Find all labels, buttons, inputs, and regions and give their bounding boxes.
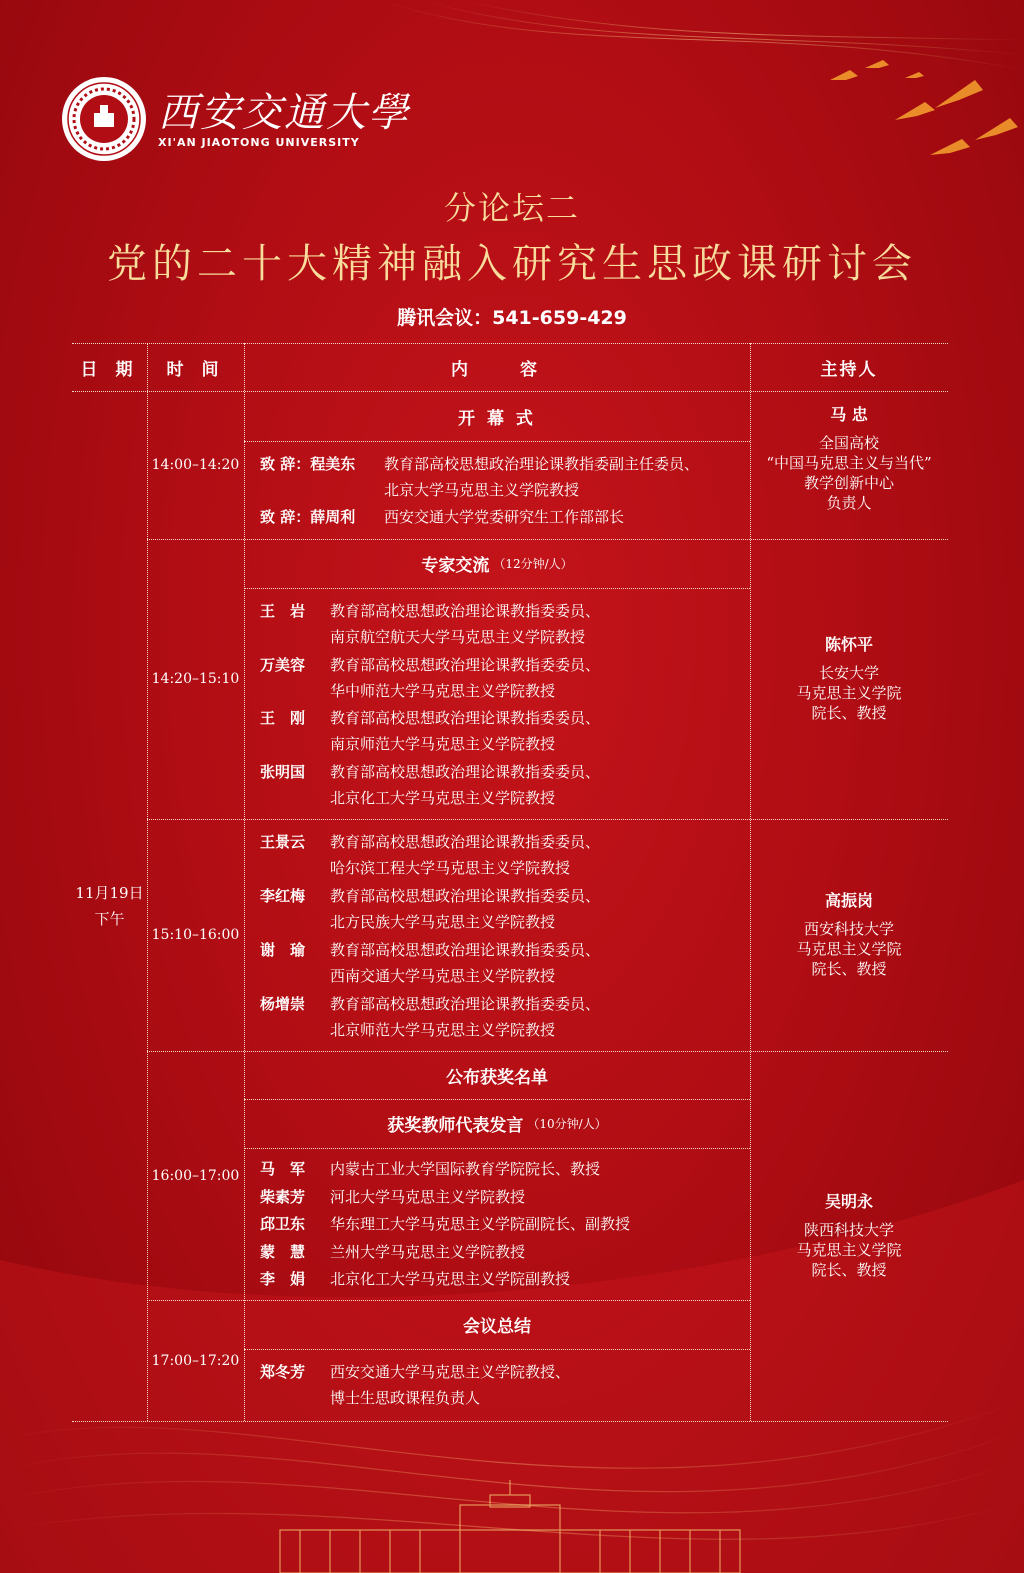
speaker-name: 柴素芳: [260, 1188, 306, 1206]
logo-cn: 西安交通大學: [158, 89, 410, 136]
host-name: 吴明永: [824, 1192, 873, 1211]
speaker-line: 南京航空航天大学马克思主义学院教授: [330, 628, 586, 646]
host-line: 马克思主义学院: [796, 1241, 902, 1259]
speech-line: 教育部高校思想政治理论课教指委副主任委员、: [384, 455, 700, 473]
bird-icon: [830, 60, 1018, 155]
list-item: [260, 937, 600, 989]
section-awards: 公布获奖名单: [446, 1067, 548, 1088]
speech-line: 西安交通大学党委研究生工作部部长: [384, 508, 625, 526]
speaker-name: 李红梅: [260, 887, 306, 905]
date-period: 下午: [94, 910, 125, 928]
divider: [244, 1148, 750, 1149]
list-item: [260, 1211, 630, 1237]
university-logo: [60, 75, 410, 163]
list-item: [260, 1184, 525, 1210]
host-line: 陕西科技大学: [803, 1221, 894, 1239]
list-item: [260, 1359, 570, 1411]
host-cell: [750, 819, 948, 1051]
speaker-line: 教育部高校思想政治理论课教指委委员、: [330, 995, 601, 1013]
speaker-name: 王 岩: [260, 602, 306, 620]
speaker-line: 教育部高校思想政治理论课教指委委员、: [330, 941, 601, 959]
host-line: 负责人: [826, 494, 872, 512]
list-item: [260, 652, 600, 704]
section-opening: 开 幕 式: [458, 408, 536, 429]
header-date: 日 期: [80, 359, 139, 380]
speaker-line: 教育部高校思想政治理论课教指委委员、: [330, 887, 601, 905]
speech-line: 北京大学马克思主义学院教授: [384, 481, 580, 499]
speaker-line: 哈尔滨工程大学马克思主义学院教授: [330, 859, 571, 877]
time-slot-1: 14:00–14:20: [151, 457, 240, 473]
list-item: [260, 991, 600, 1043]
list-item: [260, 829, 600, 881]
divider: [244, 588, 750, 589]
page-title: 党的二十大精神融入研究生思政课研讨会: [107, 241, 917, 287]
university-seal-icon: [60, 75, 148, 163]
host-name: 高振岗: [824, 891, 873, 910]
host-line: “中国马克思主义与当代”: [766, 454, 932, 472]
speech-label: 致 辞：程美东: [260, 455, 356, 473]
logo-en: XI'AN JIAOTONG UNIVERSITY: [158, 135, 360, 149]
forum-subtitle: 分论坛二: [443, 189, 580, 227]
host-line: 长安大学: [818, 664, 879, 682]
host-line: 马克思主义学院: [796, 940, 902, 958]
speaker-line: 华东理工大学马克思主义学院副院长、副教授: [330, 1215, 631, 1233]
divider: [244, 441, 750, 442]
speaker-line: 教育部高校思想政治理论课教指委委员、: [330, 833, 601, 851]
list-item: [260, 883, 600, 935]
time-slot-4: 16:00–17:00: [151, 1167, 240, 1184]
award-reps-title: 获奖教师代表发言: [387, 1116, 524, 1136]
speaker-line: 南京师范大学马克思主义学院教授: [330, 735, 556, 753]
meeting-id: 腾讯会议：541-659-429: [397, 307, 627, 329]
building-icon: [280, 1480, 740, 1573]
section-expert-note: （12分钟/人）: [493, 557, 573, 571]
list-item: [260, 1156, 600, 1182]
speaker-name: 蒙 慧: [260, 1243, 306, 1261]
section-expert-title: 专家交流: [421, 556, 490, 576]
logo-text: [158, 90, 410, 149]
speaker-line: 教育部高校思想政治理论课教指委委员、: [330, 763, 601, 781]
speaker-line: 华中师范大学马克思主义学院教授: [330, 682, 556, 700]
speaker-name: 郑冬芳: [260, 1363, 306, 1381]
host-line: 院长、教授: [811, 704, 887, 722]
speaker-name: 万美容: [260, 656, 306, 674]
section-expert: [244, 539, 750, 588]
list-item: [260, 759, 600, 811]
host-line: 全国高校: [818, 434, 879, 452]
speaker-line: 兰州大学马克思主义学院教授: [330, 1243, 526, 1261]
speaker-line: 教育部高校思想政治理论课教指委委员、: [330, 656, 601, 674]
speaker-name: 张明国: [260, 763, 306, 781]
host-cell: [750, 391, 948, 539]
host-cell: [750, 539, 948, 819]
list-item: [260, 1266, 570, 1292]
speaker-line: 北京师范大学马克思主义学院教授: [330, 1021, 556, 1039]
date-cell: [72, 391, 147, 1421]
section-summary: 会议总结: [463, 1317, 531, 1337]
speaker-name: 马 军: [260, 1160, 306, 1178]
speech-label: 致 辞：薛周利: [260, 508, 356, 526]
speaker-line: 北京化工大学马克思主义学院教授: [330, 789, 556, 807]
opening-speech: [260, 451, 699, 503]
speaker-line: 教育部高校思想政治理论课教指委委员、: [330, 709, 601, 727]
divider: [244, 1349, 750, 1350]
speaker-line: 西南交通大学马克思主义学院教授: [330, 967, 556, 985]
time-slot-2: 14:20–15:10: [151, 671, 240, 687]
header-host: 主持人: [820, 359, 878, 380]
top-wave-lines: [380, 0, 1024, 70]
speaker-line: 北京化工大学马克思主义学院副教授: [330, 1270, 571, 1288]
divider: [72, 1421, 948, 1422]
speaker-name: 李 娟: [260, 1270, 306, 1288]
speaker-name: 杨增崇: [260, 995, 306, 1013]
speaker-name: 王景云: [260, 833, 306, 851]
speaker-line: 西安交通大学马克思主义学院教授、: [330, 1363, 571, 1381]
host-line: 院长、教授: [811, 960, 887, 978]
time-slot-3: 15:10–16:00: [151, 927, 240, 943]
speaker-line: 北方民族大学马克思主义学院教授: [330, 913, 556, 931]
host-line: 马克思主义学院: [796, 684, 902, 702]
speaker-name: 邱卫东: [260, 1215, 306, 1233]
host-cell: [750, 1051, 948, 1421]
opening-speech: [260, 504, 624, 530]
list-item: [260, 598, 600, 650]
date-line: 11月19日: [75, 884, 144, 902]
award-reps-note: （10分钟/人）: [527, 1117, 607, 1131]
speaker-line: 教育部高校思想政治理论课教指委委员、: [330, 602, 601, 620]
host-name: 马 忠: [830, 405, 868, 424]
speaker-line: 河北大学马克思主义学院教授: [330, 1188, 526, 1206]
host-line: 院长、教授: [811, 1261, 887, 1279]
speaker-name: 王 刚: [260, 709, 306, 727]
speaker-line: 内蒙古工业大学国际教育学院院长、教授: [330, 1160, 601, 1178]
header-content: 内 容: [451, 359, 543, 380]
section-award-reps: [244, 1099, 750, 1148]
host-line: 教学创新中心: [803, 474, 894, 492]
header-time: 时 间: [166, 359, 225, 380]
schedule-table: [72, 343, 948, 1423]
host-line: 西安科技大学: [803, 920, 894, 938]
list-item: [260, 705, 600, 757]
list-item: [260, 1239, 525, 1265]
host-name: 陈怀平: [824, 635, 873, 654]
time-slot-5: 17:00–17:20: [151, 1352, 240, 1369]
speaker-line: 博士生思政课程负责人: [330, 1389, 481, 1407]
divider: [244, 343, 245, 1421]
speaker-name: 谢 瑜: [260, 941, 306, 959]
